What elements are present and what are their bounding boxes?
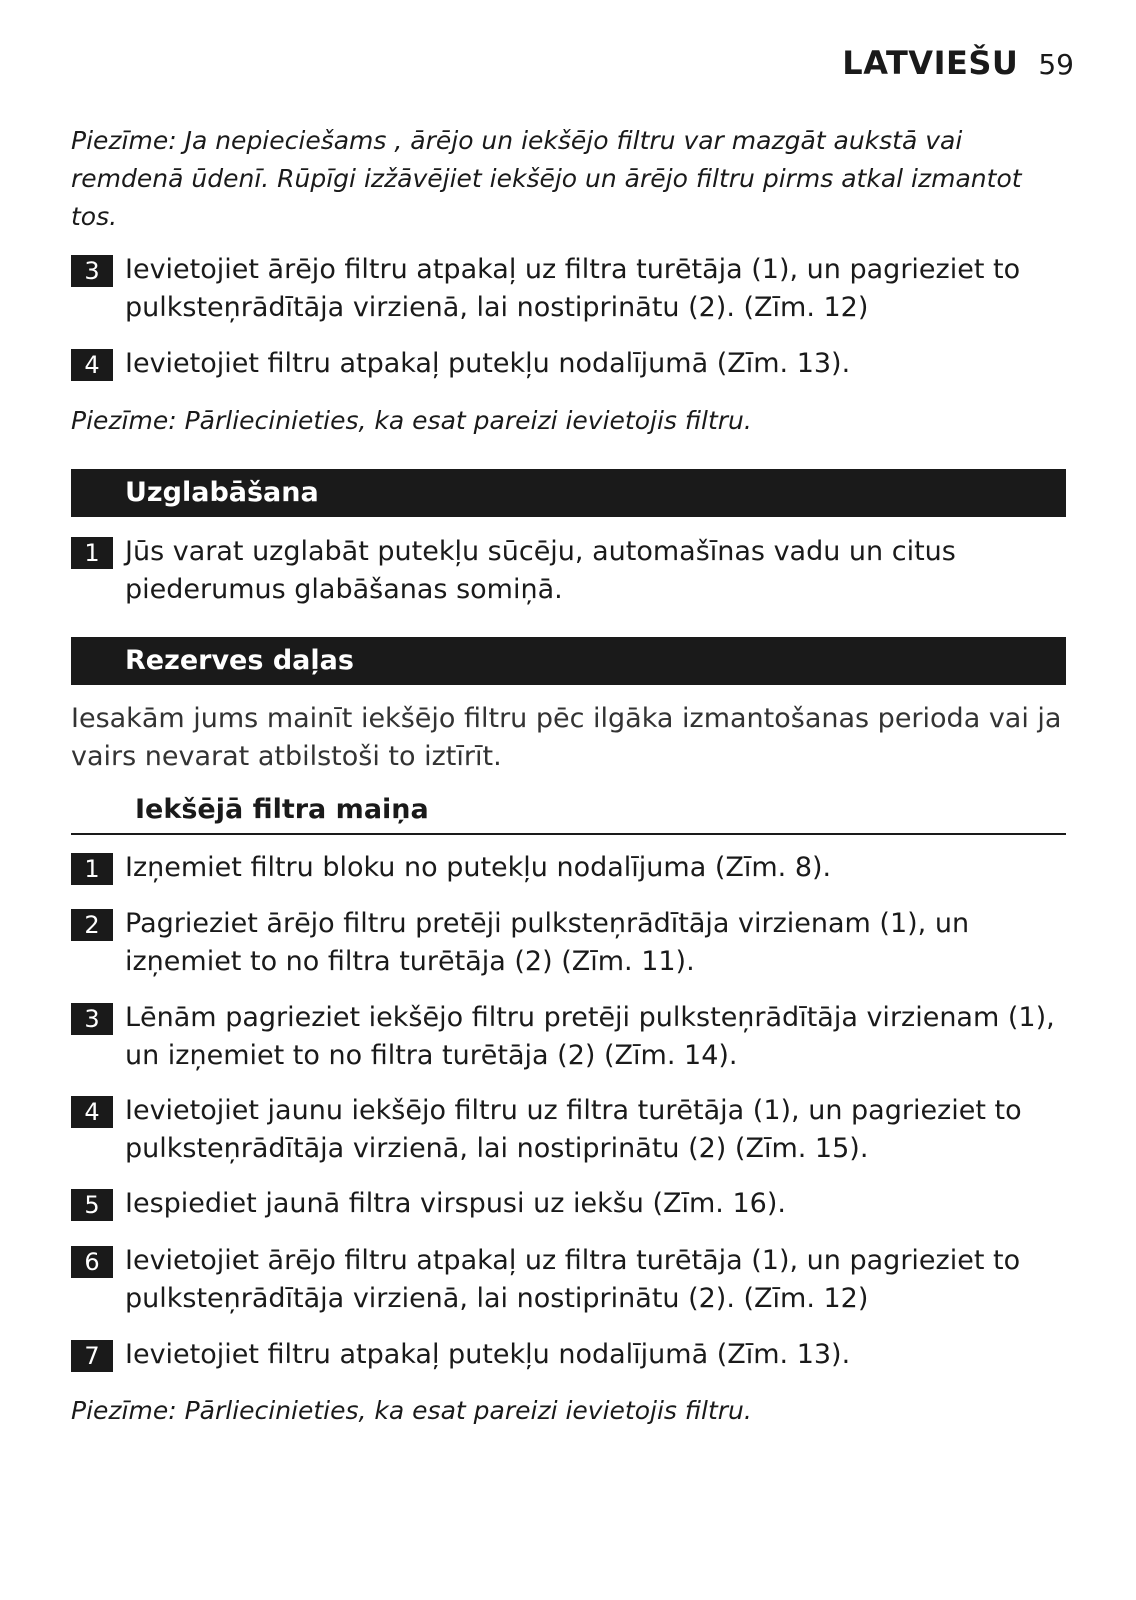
step-number: 6 [71,1246,113,1278]
step-item [71,1242,1076,1318]
step-item [71,1185,1076,1223]
step-number: 2 [71,909,113,941]
step-text: Izņemiet filtru bloku no putekļu nodalījuma (Zīm. 8). [125,852,832,883]
step-number: 7 [71,1340,113,1372]
language-label: LATVIEŠU [842,44,1019,82]
step-number: 5 [71,1189,113,1221]
step-text: Iespiediet jaunā filtra virspusi uz iekšu (Zīm. 16). [125,1188,786,1219]
subsection-heading-inner-filter: Iekšējā filtra maiņa [71,791,1066,835]
page-header [842,44,1074,82]
note-check-filter: Piezīme: Pārliecinieties, ka esat pareizi ievietojis filtru. [71,406,752,435]
step-item [71,533,1076,609]
step-item [71,999,1076,1075]
section-heading-spare-parts: Rezerves daļas [71,637,1066,685]
note-washing: Piezīme: Ja nepieciešams , ārējo un iekšējo filtru var mazgāt aukstā vai remdenā ūdenī. Rūpīgi izžāvējiet iekšējo un ārējo filtru pirms atkal izmantot tos. [71,126,1022,231]
step-item [71,345,1076,383]
step-number: 1 [71,537,113,569]
step-text: Ievietojiet ārējo filtru atpakaļ uz filtra turētāja (1), un pagrieziet to pulksteņrādītāja virzienā, lai nostiprinātu (2). (Zīm. 12) [125,254,1021,323]
step-text: Ievietojiet filtru atpakaļ putekļu nodalījumā (Zīm. 13). [125,348,851,379]
step-text: Ievietojiet ārējo filtru atpakaļ uz filtra turētāja (1), un pagrieziet to pulksteņrādītāja virzienā, lai nostiprinātu (2). (Zīm. 12) [125,1245,1021,1314]
step-item [71,1336,1076,1374]
step-text: Ievietojiet filtru atpakaļ putekļu nodalījumā (Zīm. 13). [125,1339,851,1370]
step-item [71,1092,1076,1168]
step-number: 3 [71,255,113,287]
page-number: 59 [1038,48,1074,81]
step-text: Pagrieziet ārējo filtru pretēji pulksteņrādītāja virzienam (1), un izņemiet to no filtra turētāja (2) (Zīm. 11). [125,908,970,977]
step-number: 1 [71,853,113,885]
section-heading-storage: Uzglabāšana [71,469,1066,517]
step-item [71,905,1076,981]
step-number: 4 [71,1096,113,1128]
step-text: Jūs varat uzglabāt putekļu sūcēju, automašīnas vadu un citus piederumus glabāšanas somiņā. [125,536,956,605]
step-number: 4 [71,349,113,381]
step-item [71,251,1076,327]
note-check-filter: Piezīme: Pārliecinieties, ka esat pareizi ievietojis filtru. [71,1396,752,1425]
step-text: Lēnām pagrieziet iekšējo filtru pretēji pulksteņrādītāja virzienam (1), un izņemiet to no filtra turētāja (2) (Zīm. 14). [125,1002,1055,1071]
spare-parts-intro: Iesakām jums mainīt iekšējo filtru pēc ilgāka izmantošanas perioda vai ja vairs nevarat atbilstoši to iztīrīt. [71,703,1062,772]
step-text: Ievietojiet jaunu iekšējo filtru uz filtra turētāja (1), un pagrieziet to pulksteņrādītāja virzienā, lai nostiprinātu (2) (Zīm. 15). [125,1095,1022,1164]
step-item [71,849,1076,887]
step-number: 3 [71,1003,113,1035]
